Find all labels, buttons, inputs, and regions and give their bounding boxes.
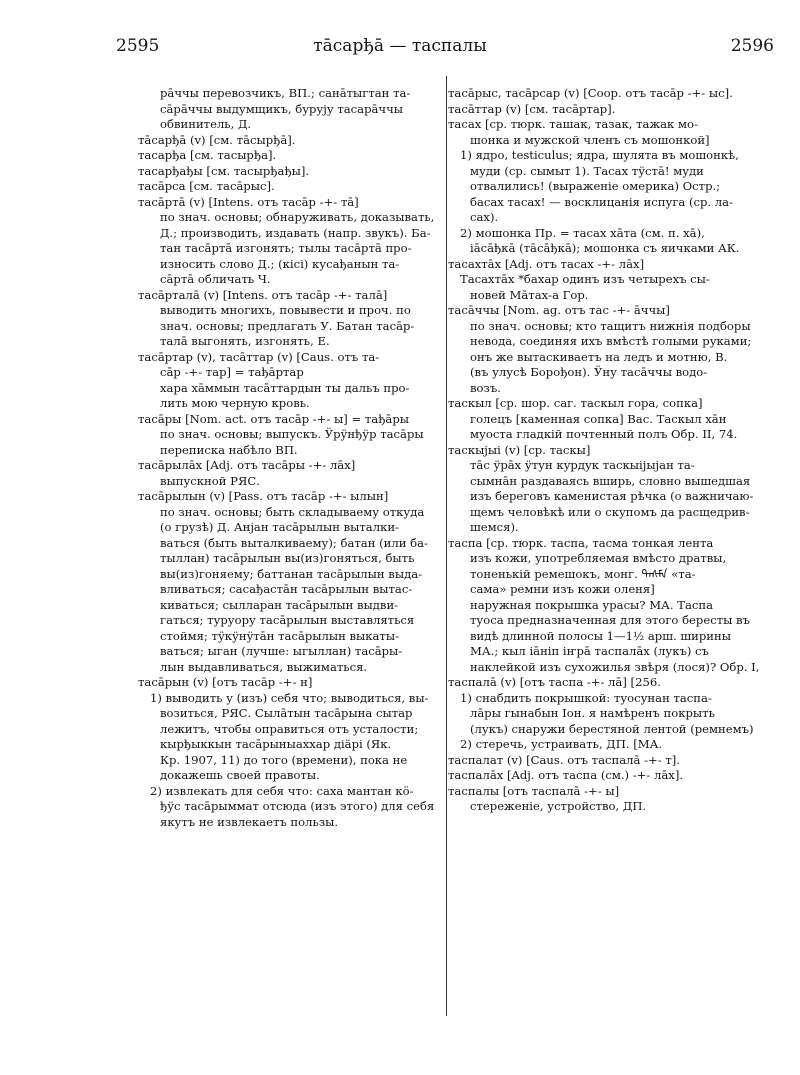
entry-headword-line: тасарђа [см. тасырђа]. [138,148,277,162]
entry-continuation-line: 1) выводить у (изъ) себя что; выводиться, вы- [150,690,429,705]
entry-continuation-line: муоста гладкій почтенный полъ Обр. II, 74. [470,427,738,441]
entry-continuation-line: сама» ремни изъ кожи оленя] [470,582,655,596]
entry-continuation-line: (въ улусѣ Борођон). Ӱну тасāччы водо- [470,365,708,379]
entry-headword-line: таспалы [отъ таспалā -+- ы] [448,783,620,798]
entry-continuation-line: шонка и мужской членъ съ мошонкой] [470,132,710,147]
entry-continuation-line: переписка набѣло ВП. [160,442,298,457]
entry-continuation-line: возиться, РЯС. Сылāтын тасāрына сытар [160,706,413,720]
entry-headword-line: тāсарђā (v) [см. тāсырђā]. [138,132,296,147]
entry-headword-line: таскыјыі (v) [ср. таскы] [448,442,591,457]
running-head: тāсарђā — таспалы [313,36,487,56]
entry-continuation-line: лить мою черную кровь. [160,396,310,410]
entry-continuation-line: тāс ӱрāх ӱтун курдук таскыіјыјан та- [470,458,695,472]
entry-continuation-line: тоненькій ремешокъ, монг. ᠲᠠᠰᠮᠠ «та- [470,566,696,581]
entry-continuation-line: рāччы перевозчикъ, ВП.; санāтыгтан та- [160,86,411,100]
entry-headword-line: тасāрталā (v) [Intens. отъ тасāр -+- талā] [138,287,388,302]
entry-continuation-line: 2) извлекать для себя что: саха мантан кӧ- [150,783,414,798]
entry-continuation-line: 2) стеречь, устраивать, ДП. [МА. [460,737,663,751]
entry-headword-line: тасāрса [см. тасāрыс]. [138,179,275,193]
entry-continuation-line: стереженіе, устройство, ДП. [470,799,647,813]
entry-continuation-line: голецъ [каменная сопка] Вас. Таскыл хāн [470,411,727,426]
entry-continuation-line: знач. основы; предлагать У. Батан тасāр- [160,318,415,333]
entry-continuation-line: наружная покрышка урасы? МА. Таспа [470,597,713,612]
entry-continuation-line: лежитъ, чтобы оправиться отъ усталости; [160,721,419,736]
entry-continuation-line: якутъ не извлекаетъ пользы. [160,814,339,829]
entry-continuation-line: невода, соединяя ихъ вмѣстѣ голыми руками; [470,334,752,348]
entry-headword-line: тасахтāх [Adj. отъ тасах -+- лāх] [448,256,645,271]
entry-continuation-line: обвинитель, Д. [160,117,252,131]
entry-continuation-line: щемъ человѣкѣ или о скупомъ да расщедрив- [470,504,750,519]
entry-headword-line: тасāрылын (v) [Pass. отъ тасāр -+- ылын] [138,489,389,503]
entry-headword-line: тасах [ср. тюрк. ташак, тазак, тажак мо- [448,117,698,131]
entry-continuation-line: вливаться; сасађастāн тасāрылын вытас- [160,582,413,596]
entry-continuation-line: сымнāн раздаваясь вширь, словно вышедшая [470,473,751,488]
entry-headword-line: таспалāх [Adj. отъ таспа (см.) -+- лāх]. [448,768,684,782]
entry-continuation-line: возъ. [470,380,501,395]
entry-continuation-line: докажешь своей правоты. [160,768,320,782]
entry-continuation-line: по знач. основы; кто тащитъ нижнія подборы [470,318,751,333]
entry-continuation-line: отвалились! (выраженіе омерика) Остр.; [470,179,721,193]
entry-headword-line: таспалā (v) [отъ таспа -+- лā] [256. [448,675,661,689]
entry-headword-line: тасāрыс, тасāрсар (v) [Coop. отъ тасāр -+- ыс]. [448,86,733,100]
entry-continuation-line: новей Мāтах-а Гор. [470,287,589,302]
entry-continuation-line: гаться; туруору тасāрылын выставляться [160,613,415,627]
entry-headword-line: тасāры [Nom. act. отъ тасāр -+- ы] = тађāры [138,411,409,426]
entry-headword-line: тасāччы [Nom. ag. отъ тас -+- āччы] [448,303,670,317]
entry-continuation-line: лын выдавливаться, выжиматься. [160,659,368,674]
entry-continuation-line: ваться; ыган (лучше: ыгыллан) тасāры- [160,644,403,658]
entry-continuation-line: сах). [470,210,499,224]
entry-continuation-line: ђӱс тасāрыммат отсюда (изъ этого) для себя [160,799,435,813]
entry-continuation-line: хара хāммын тасāттардын ты дальъ про- [160,380,410,395]
left-column [138,86,443,830]
entry-continuation-line: туоса предназначенная для этого бересты въ [470,613,750,627]
entry-headword-line: таскыл [ср. шор. саг. таскыл гора, сопка] [448,396,703,410]
entry-continuation-line: іāсāђкā (тāсāђкā); мошонка съ яичками АК. [470,241,740,255]
entry-headword-line: тасāрын (v) [отъ тасāр -+- н] [138,675,313,689]
entry-continuation-line: выводить многихъ, повывести и проч. по [160,303,411,317]
entry-continuation-line: муди (ср. сымыт 1). Тасах тӱстā! муди [470,163,704,178]
entry-headword-line: таспалат (v) [Caus. отъ таспалā -+- т]. [448,752,680,767]
entry-continuation-line: выпускной РЯС. [160,473,260,488]
entry-continuation-line: МА.; кыл іāніп іҥрā таспалāх (лукъ) съ [470,644,709,658]
entry-continuation-line: онъ же вытаскиваетъ на ледъ и мотню, В. [470,349,728,364]
entry-continuation-line: видѣ длинной полосы 1—1½ арш. ширины [470,628,731,643]
entry-headword-line: тасāрылāх [Adj. отъ тасāры -+- лāх] [138,458,356,472]
entry-continuation-line: ваться (быть выталкиваему); батан (или ба- [160,535,428,550]
entry-headword-line: тасāртар (v), тасāттар (v) [Caus. отъ та- [138,349,380,364]
entry-headword-line: тасāттар (v) [см. тасāртар]. [448,101,616,116]
entry-continuation-line: Тасахтāх *бахар одинъ изъ четырехъ сы- [460,272,710,286]
entry-continuation-line: сāр -+- тар] = тађāртар [160,365,304,379]
entry-continuation-line: 1) ядро, testiculus; ядра, шулята въ мошонкѣ, [460,148,739,162]
entry-continuation-line: шемся). [470,520,519,534]
entry-continuation-line: сāртā обличать Ч. [160,272,271,286]
column-divider [446,76,447,1016]
entry-continuation-line: 1) снабдить покрышкой: туосунан таспа- [460,690,712,705]
entry-continuation-line: по знач. основы; выпускъ. Ӱрӱнђӱр тасāры [160,427,424,441]
entry-continuation-line: Кр. 1907, 11) до того (времени), пока не [160,752,408,767]
entry-continuation-line: изъ береговъ каменистая рѣчка (о важничаю- [470,489,754,503]
entry-continuation-line: по знач. основы; обнаруживать, доказывать, [160,210,435,224]
entry-continuation-line: изъ кожи, употребляемая вмѣсто дратвы, [470,551,727,565]
entry-continuation-line: вы(из)гоняему; баттанан тасāрылын выда- [160,566,423,581]
entry-continuation-line: тан тасāртā изгонять; тылы тасāртā про- [160,241,412,255]
entry-continuation-line: талā выгонять, изгонять, Е. [160,334,330,348]
entry-continuation-line: басах тасах! — восклицанія испуга (ср. ла- [470,194,733,209]
entry-headword-line: таспа [ср. тюрк. таспа, тасма тонкая лента [448,535,714,550]
entry-headword-line: тасāртā (v) [Intens. отъ тасāр -+- тā] [138,194,359,209]
entry-continuation-line: износить слово Д.; (кісі) кусађанын та- [160,256,400,271]
entry-continuation-line: Д.; производить, издавать (напр. звукъ). Ба- [160,225,431,240]
entry-headword-line: тасарђађы [см. тасырђађы]. [138,163,310,178]
entry-continuation-line: (лукъ) снаружи берестяной лентой (ремнемъ) [470,721,754,736]
page-number-right: 2596 [730,36,774,56]
entry-continuation-line: лāры гынабын Іон. я намѣренъ покрыть [470,706,715,720]
entry-continuation-line: (о грузѣ) Д. Анјан тасāрылын выталки- [160,520,399,534]
entry-continuation-line: стоймя; тӱкӱнӱтāн тасāрылын выкаты- [160,628,399,643]
entry-continuation-line: наклейкой изъ сухожилья звѣря (лося)? Обр. I, [470,659,760,674]
entry-continuation-line: кырђыккын тасāрыныаххар діäрі (Як. [160,737,392,751]
page-header [0,36,800,66]
page-number-left: 2595 [116,36,160,56]
entry-continuation-line: по знач. основы; быть складываему откуда [160,504,425,519]
entry-continuation-line: 2) мошонка Пр. = тасах хāта (см. п. хā), [460,225,705,240]
entry-continuation-line: сāрāччы выдумщикъ, бурују тасарāччы [160,101,403,116]
right-column [448,86,774,815]
entry-continuation-line: тыллан) тасāрылын вы(из)гоняться, быть [160,551,415,565]
entry-continuation-line: киваться; сылларан тасāрылын выдви- [160,597,399,612]
